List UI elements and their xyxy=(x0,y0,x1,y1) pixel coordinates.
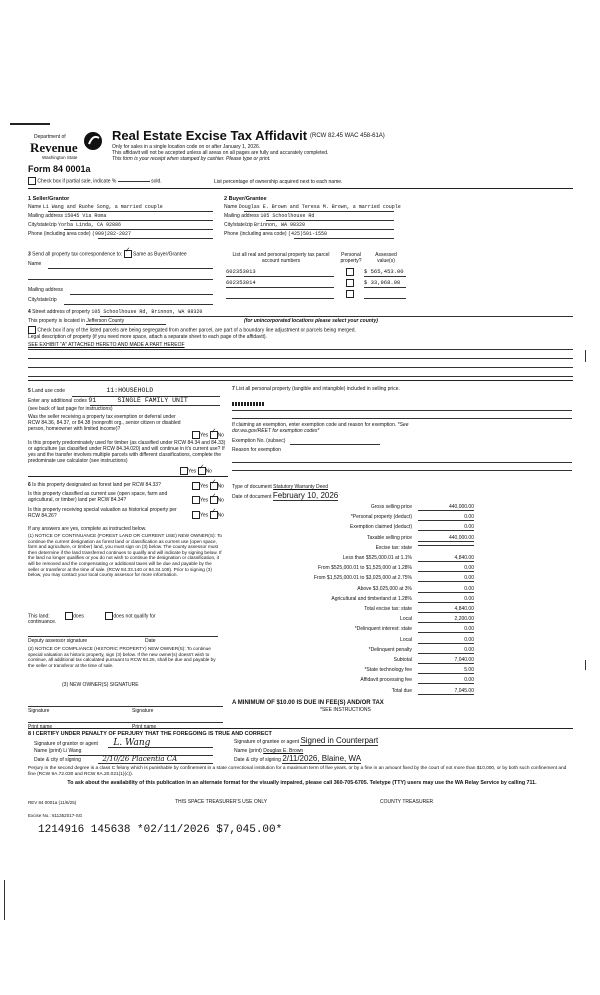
timber-question: Is this property predominately used for timber (as classified under RCW 84.34 and 84.33) or agriculture (as classified under RCW 84.34.020) and will continue in it's current use? If yes and the transfer involves multiple parcels with different classifications, complete the predominate use calculator (see instructions) xyxy=(28,440,226,464)
correspondence-address-label: Mailing address xyxy=(28,287,64,293)
cashier-stamp: 1214916 145638 *02/11/2026 $7,045.00* xyxy=(38,824,283,836)
certify-statement: 8 I CERTIFY UNDER PENALTY OF PERJURY THAT THE FOREGOING IS TRUE AND CORRECT xyxy=(28,731,272,737)
unincorporated-note: (for unincorporated locations please select your county) xyxy=(244,318,378,324)
if-any-yes-note: If any answers are yes, complete as instructed below. xyxy=(28,526,147,532)
notice-of-compliance: (2) NOTICE OF COMPLIANCE (HISTORIC PROPERTY) NEW OWNER(S): To continue special valuation as historic property, sign (3) below. If the new owner(s) doesn't wish to continue, all additional tax calculated pursuant to RCW 84.26, shall be due and payable by the seller or transferor at the time of sale. xyxy=(28,646,216,668)
buyer-city[interactable]: Brinnon, WA 98320 xyxy=(254,222,306,228)
additional-code-desc[interactable]: SINGLE FAMILY UNIT xyxy=(117,397,188,404)
tax-row-value[interactable]: 0.00 xyxy=(418,626,474,633)
grantor-name[interactable]: Li Wang xyxy=(63,748,82,754)
tax-row-label: *State technology fee xyxy=(364,667,412,674)
grantor-name-row: Name (print) Li Wang xyxy=(34,748,82,754)
rcw-reference: (RCW 82.45 WAC 458-61A) xyxy=(310,133,385,139)
tax-row-label: Total excise tax: state xyxy=(364,606,412,612)
grantor-date-city[interactable]: 2/10/26 Placentia CA xyxy=(102,755,178,763)
tax-row-label: Affidavit processing fee xyxy=(360,677,412,684)
current-use-question: Is this property classified as current use (open space, farm and agricultural, or timber) land per RCW 84.34? xyxy=(28,491,168,503)
tax-row-label: Taxable selling price xyxy=(366,534,412,541)
parcel-1-personal-checkbox[interactable] xyxy=(346,268,354,276)
page-title: Real Estate Excise Tax Affidavit xyxy=(112,128,308,143)
buyer-address-row: Mailing address 105 Schoolhouse Rd xyxy=(224,213,315,219)
partial-sale-label: Check box if partial sale, indicate % xyxy=(37,178,117,185)
tax-row-value[interactable]: 0.00 xyxy=(418,514,474,521)
see-instructions-note: *SEE INSTRUCTIONS xyxy=(320,707,371,713)
tax-row-label: *Delinquent interest: state xyxy=(354,626,412,633)
parcel-value-2[interactable]: $ 33,968.00 xyxy=(364,279,401,286)
buyer-phone-row: Phone (including area code) (425)501-1550 xyxy=(224,231,327,237)
tax-row-label: From $525,000.01 to $1,525,000 at 1.28% xyxy=(318,565,412,572)
header-note-1: Only for sales in a single location code on or after January 1, 2026. xyxy=(112,144,261,150)
tax-row-label: Local xyxy=(400,636,412,643)
form-number: Form 84 0001a xyxy=(28,164,91,174)
timber-yes-checkbox[interactable] xyxy=(180,467,188,475)
notice-of-continuance: (1) NOTICE OF CONTINUANCE (FOREST LAND OR CURRENT USE) NEW OWNER(S): To continue the current designation as forest land or classification as current use (open space, farm and agriculture, or timber) land, you must sign on (3) below. The county assessor must then determine if the land transferred continues to qualify and will indicate by signing below. If the land no longer qualifies or you do not wish to continue the designation or classification, it will be removed and the compensating or additional taxes will be due and payable by the seller or transferor at the time of sale. (RCW 84.33.140 or 84.34.108). Prior to signing (3) below, you may contact your local county assessor for more information. xyxy=(28,533,223,578)
exemption-yes-no: Yes ✓ No xyxy=(192,431,224,439)
personal-property-heading: Personal property? xyxy=(340,252,362,264)
seller-phone-row: Phone (including area code) (909)282-2027 xyxy=(28,231,131,237)
owner-print-name-label-2: Print name xyxy=(132,724,157,730)
tax-row-value[interactable]: 7,040.00 xyxy=(418,657,474,664)
buyer-name-row: Name Douglas E. Brown and Teresa M. Brown, a married couple xyxy=(224,204,401,210)
seller-city[interactable]: Yorba Linda, CA 92886 xyxy=(58,222,122,228)
same-as-buyer-label: Same as Buyer/Grantee xyxy=(133,251,187,258)
property-county[interactable]: Jefferson County xyxy=(86,318,166,325)
tax-row-value[interactable]: 440,000.00 xyxy=(418,504,474,511)
header-note-3: This form is your receipt when stamped by cashier. Please type or print. xyxy=(112,156,271,162)
perjury-notice: Perjury in the second degree is a class C felony which is punishable by confinement in a state correctional institution for a maximum term of five years, or by a fine in an amount fixed by the court of not more than $10,000, or by both such confinement and fine (RCW 9A.72.030 and RCW 9A.20.021(1)(c)). xyxy=(28,766,567,777)
timber-no-checkbox[interactable] xyxy=(198,467,206,475)
tax-correspondence-row: 3 Send all property tax correspondence to: ✓ Same as Buyer/Grantee xyxy=(28,250,187,258)
parcel-3-personal-checkbox[interactable] xyxy=(346,290,354,298)
parcel-number-2[interactable]: 602353014 xyxy=(226,279,256,286)
same-as-buyer-checkbox[interactable] xyxy=(124,250,132,258)
document-date[interactable]: February 10, 2026 xyxy=(272,491,339,500)
owner-print-name-label-1: Print name xyxy=(28,724,53,730)
deputy-assessor-signature-label: Deputy assessor signature xyxy=(28,638,88,644)
exemption-claim-label: If claiming an exemption, enter exemption code and reason for exemption. *See dor.wa.gov/REET for exemption codes* xyxy=(232,422,409,434)
land-does-checkbox[interactable] xyxy=(65,612,73,620)
historic-question: Is this property receiving special valuation as historical property per RCW 84.26? xyxy=(28,507,177,519)
exemption-yes-checkbox[interactable] xyxy=(192,431,200,439)
buyer-heading: 2 Buyer/Grantee xyxy=(224,196,267,202)
legal-description-value[interactable]: SEE EXHIBIT "A" ATTACHED HERETO AND MADE A PART HEREOF xyxy=(28,342,185,348)
tax-row-label: Exemption claimed (deduct) xyxy=(350,524,412,531)
owner-signature-label-1: Signature xyxy=(28,708,50,714)
list-percentage-note: List percentage of ownership acquired next to each name. xyxy=(214,179,343,185)
parcel-number-1[interactable]: 602353013 xyxy=(226,268,256,275)
revision-number: REV 84 0001a (11/6/25) xyxy=(28,800,77,805)
personal-property-redaction xyxy=(232,402,264,406)
tax-row-label: Subtotal xyxy=(393,657,412,663)
grantor-signature[interactable]: L. Wang xyxy=(113,738,151,748)
seller-name[interactable]: Li Wang and Ruohe Song, a married couple xyxy=(42,204,163,210)
additional-code[interactable]: 91 xyxy=(88,397,97,404)
partial-sale-suffix: sold. xyxy=(151,178,162,185)
parcel-list-heading: List all real and personal property tax parcel account numbers xyxy=(232,252,330,264)
seller-city-row: City/state/zip Yorba Linda, CA 92886 xyxy=(28,222,122,228)
exemption-question: Was the seller receiving a property tax exemption or deferral under RCW 84.36, 84.37, or 84.38 (nonprofit org., senior citizen or disabled person, homeowner with limited income)? xyxy=(28,414,181,432)
seller-heading: 1 Seller/Grantor xyxy=(28,196,70,202)
segregated-checkbox[interactable] xyxy=(28,326,36,334)
grantee-signature-row: Signature of grantee or agent Signed in Counterpart xyxy=(234,736,379,745)
grantee-name-row: Name (print) Douglas E. Brown xyxy=(234,748,304,754)
property-street-address[interactable]: 105 Schoolhouse Rd, Brinnon, WA 98320 xyxy=(91,309,203,315)
tax-row-value[interactable]: 0.00 xyxy=(418,677,474,684)
buyer-phone[interactable]: (425)501-1550 xyxy=(287,231,327,237)
tax-row-label: Less than $525,000.01 at 1.1% xyxy=(342,555,412,561)
tax-row-label: From $1,525,000.01 to $3,025,000 at 2.75% xyxy=(313,575,412,582)
exemption-reason-label: Reason for exemption xyxy=(232,447,281,453)
tax-row-value[interactable]: 5.00 xyxy=(418,667,474,674)
tax-row-label: Gross selling price xyxy=(370,504,412,510)
correspondence-city-label: City/state/zip xyxy=(28,297,57,303)
tax-row-value[interactable]: 440,000.00 xyxy=(418,535,474,542)
correspondence-name-label: Name xyxy=(28,261,42,267)
tax-row-label: Agricultural and timberland at 1.28% xyxy=(331,595,412,602)
parcel-value-1[interactable]: $ 565,453.00 xyxy=(364,268,404,275)
tax-row-label: Total due xyxy=(391,687,412,694)
header-note-2: This affidavit will not be accepted unless all areas on all pages are fully and accurately completed. xyxy=(112,150,329,156)
dept-revenue: Revenue xyxy=(30,140,78,155)
county-row: This property is located in Jefferson County xyxy=(28,318,166,325)
excise-number: Excise No.: 611352017-SG xyxy=(28,813,83,818)
tax-row-value[interactable]: 0.00 xyxy=(418,565,474,572)
tax-row-value[interactable]: 0.00 xyxy=(418,575,474,582)
partial-sale-row xyxy=(28,177,162,185)
forest-land-question: 6 Is this property designated as forest land per RCW 84.33? xyxy=(28,482,161,488)
exemption-number-label: Exemption No. (subsec) xyxy=(232,438,286,444)
historic-yes-checkbox[interactable] xyxy=(192,511,200,519)
treasurer-use-only: THIS SPACE TREASURER'S USE ONLY xyxy=(175,799,268,805)
dept-line1: Department of xyxy=(34,134,66,140)
scan-mark-left xyxy=(4,880,5,920)
grantee-date-city[interactable]: 2/11/2026, Blaine, WA xyxy=(282,754,362,763)
tax-row-value[interactable]: 0.00 xyxy=(418,586,474,593)
dor-logo xyxy=(28,130,103,162)
forest-no-checkbox[interactable] xyxy=(210,482,218,490)
deputy-date-label: Date xyxy=(145,638,156,644)
scan-mark-right xyxy=(585,350,586,362)
tax-row-value[interactable]: 4,840.00 xyxy=(418,555,474,562)
owner-signature-label-2: Signature xyxy=(132,708,154,714)
partial-sale-checkbox[interactable] xyxy=(28,177,36,185)
alternate-format-notice: To ask about the availability of this publication in an alternate format for the visually impaired, please call 360-705-6705. Teletype (TTY) users may use the WA Relay Service by calling 711. xyxy=(67,780,537,786)
legal-description-label: Legal description of property (if you need more space, attach a separate sheet to each page of the affidavit). xyxy=(28,334,267,340)
personal-property-label: 7 List all personal property (tangible and intangible) included in selling price. xyxy=(232,386,400,392)
current-use-no-checkbox[interactable] xyxy=(210,496,218,504)
grantor-signature-row: Signature of grantor or agent L. Wang xyxy=(34,738,151,748)
seller-address[interactable]: 15045 Via Roma xyxy=(64,213,107,219)
document-type-row: Type of document Statutory Warranty Deed xyxy=(232,484,328,490)
grantee-name[interactable]: Douglas E. Brown xyxy=(263,748,304,754)
assessed-value-heading: Assessed value(s) xyxy=(375,252,397,264)
see-back-note: (see back of last page for instructions) xyxy=(28,406,113,412)
minimum-fee-note: A MINIMUM OF $10.00 IS DUE IN FEE(S) AND/OR TAX xyxy=(232,700,384,706)
exemption-no-checkbox[interactable] xyxy=(210,431,218,439)
segregated-row: Check box if any of the listed parcels are being segregated from another parcel, are part of a boundary line adjustment or parcels being merged. xyxy=(28,326,356,334)
tax-row-value[interactable] xyxy=(418,545,474,546)
tax-row-value[interactable]: 0.00 xyxy=(418,637,474,644)
seller-phone[interactable]: (909)282-2027 xyxy=(91,231,131,237)
seller-address-row: Mailing address 15045 Via Roma xyxy=(28,213,107,219)
tax-row-label: *Delinquent penalty xyxy=(368,646,412,653)
street-address-row: 4 Street address of property 105 Schoolhouse Rd, Brinnon, WA 98320 xyxy=(28,309,203,315)
forest-yes-checkbox[interactable] xyxy=(192,482,200,490)
tax-row-value[interactable]: 0.00 xyxy=(418,647,474,654)
tax-row-label: *Personal property (deduct) xyxy=(350,514,412,521)
new-owner-signature-heading: (3) NEW OWNER(S) SIGNATURE xyxy=(62,682,139,688)
buyer-name[interactable]: Douglas E. Brown and Teresa M. Brown, a married couple xyxy=(238,204,401,210)
tax-row-label: Excise tax: state xyxy=(375,544,412,551)
revenue-logo-icon xyxy=(83,130,103,152)
continuance-word: continuance. xyxy=(28,619,57,625)
tax-row-label: Local xyxy=(400,616,412,623)
buyer-address[interactable]: 105 Schoolhouse Rd xyxy=(260,213,315,219)
buyer-city-row: City/state/zip Brinnon, WA 98320 xyxy=(224,222,306,228)
dept-state: Washington State xyxy=(42,155,78,160)
county-treasurer: COUNTY TREASURER xyxy=(380,799,434,805)
tax-row-value[interactable]: 7,045.00 xyxy=(418,688,474,695)
grantor-date-row: Date & city of signing 2/10/26 Placentia CA xyxy=(34,755,178,763)
additional-codes-row: Enter any additional codes 91 SINGLE FAMILY UNIT xyxy=(28,397,188,404)
scan-mark-right-2 xyxy=(585,660,586,670)
tax-row-value[interactable]: 0.00 xyxy=(418,524,474,531)
header-rule xyxy=(10,123,50,125)
timber-yes-no: Yes ✓ No xyxy=(180,467,212,475)
grantee-date-row: Date & city of signing 2/11/2026, Blaine, WA xyxy=(234,754,362,763)
tax-row-label: Above $3,025,000 at 3% xyxy=(357,585,412,592)
document-type[interactable]: Statutory Warranty Deed xyxy=(273,484,328,490)
land-use-code[interactable]: 11:HOUSEHOLD xyxy=(106,387,154,394)
land-use-row: 5 Land use code 11:HOUSEHOLD xyxy=(28,387,154,394)
this-land-row: This land: does does not qualify for xyxy=(28,613,156,620)
document-date-row: Date of document February 10, 2026 xyxy=(232,491,339,500)
tax-row-value[interactable]: 0.00 xyxy=(418,596,474,603)
tax-row-value[interactable]: 2,200.00 xyxy=(418,616,474,623)
parcel-2-personal-checkbox[interactable] xyxy=(346,279,354,287)
current-use-yes-checkbox[interactable] xyxy=(192,496,200,504)
historic-no-checkbox[interactable] xyxy=(210,511,218,519)
tax-row-value[interactable]: 4,840.00 xyxy=(418,606,474,613)
seller-name-row: Name Li Wang and Ruohe Song, a married couple xyxy=(28,204,163,210)
grantee-signature[interactable]: Signed in Counterpart xyxy=(300,736,379,745)
